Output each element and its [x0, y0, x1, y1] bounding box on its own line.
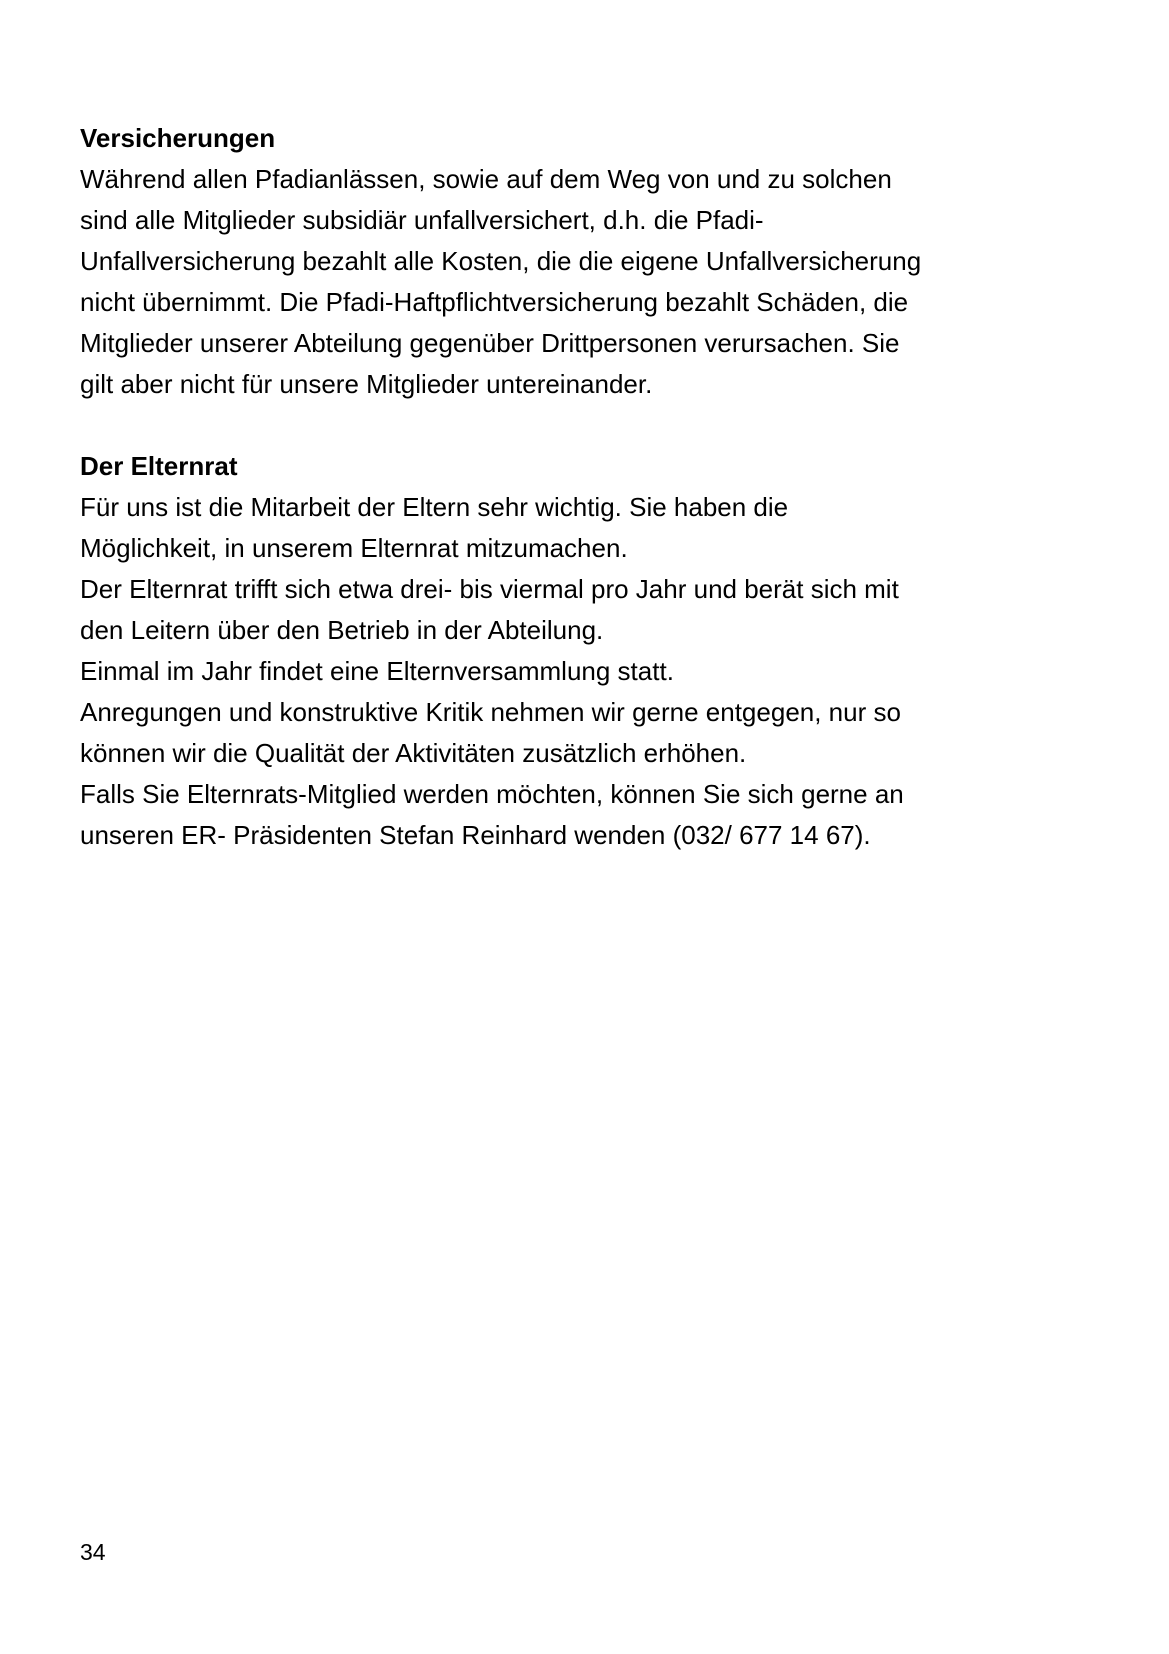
section-spacer: [80, 405, 1090, 446]
paragraph-line: können wir die Qualität der Aktivitäten zusätzlich erhöhen.: [80, 738, 747, 768]
section-heading: Versicherungen: [80, 123, 276, 153]
paragraph-line: Während allen Pfadianlässen, sowie auf dem Weg von und zu solchen: [80, 164, 892, 194]
paragraph-line: Einmal im Jahr findet eine Elternversammlung statt.: [80, 656, 674, 686]
paragraph-line: Für uns ist die Mitarbeit der Eltern sehr wichtig. Sie haben die: [80, 492, 789, 522]
section-versicherungen: [80, 118, 1090, 405]
paragraph-line: den Leitern über den Betrieb in der Abteilung.: [80, 615, 604, 645]
paragraph-line: sind alle Mitglieder subsidiär unfallversichert, d.h. die Pfadi-: [80, 205, 764, 235]
paragraph-line: Der Elternrat trifft sich etwa drei- bis viermal pro Jahr und berät sich mit: [80, 574, 899, 604]
paragraph-line: Mitglieder unserer Abteilung gegenüber Drittpersonen verursachen. Sie: [80, 328, 900, 358]
paragraph-line: Anregungen und konstruktive Kritik nehmen wir gerne entgegen, nur so: [80, 697, 901, 727]
paragraph-line: Falls Sie Elternrats-Mitglied werden möchten, können Sie sich gerne an: [80, 779, 904, 809]
paragraph-line: unseren ER- Präsidenten Stefan Reinhard wenden (032/ 677 14 67).: [80, 820, 871, 850]
paragraph-line: Unfallversicherung bezahlt alle Kosten, die die eigene Unfallversicherung: [80, 246, 922, 276]
section-elternrat: [80, 446, 1090, 856]
page-content: [80, 118, 1090, 856]
paragraph-line: gilt aber nicht für unsere Mitglieder untereinander.: [80, 369, 653, 399]
paragraph-line: Möglichkeit, in unserem Elternrat mitzumachen.: [80, 533, 628, 563]
section-heading: Der Elternrat: [80, 451, 238, 481]
paragraph-line: nicht übernimmt. Die Pfadi-Haftpflichtversicherung bezahlt Schäden, die: [80, 287, 909, 317]
page-number: 34: [80, 1539, 106, 1565]
